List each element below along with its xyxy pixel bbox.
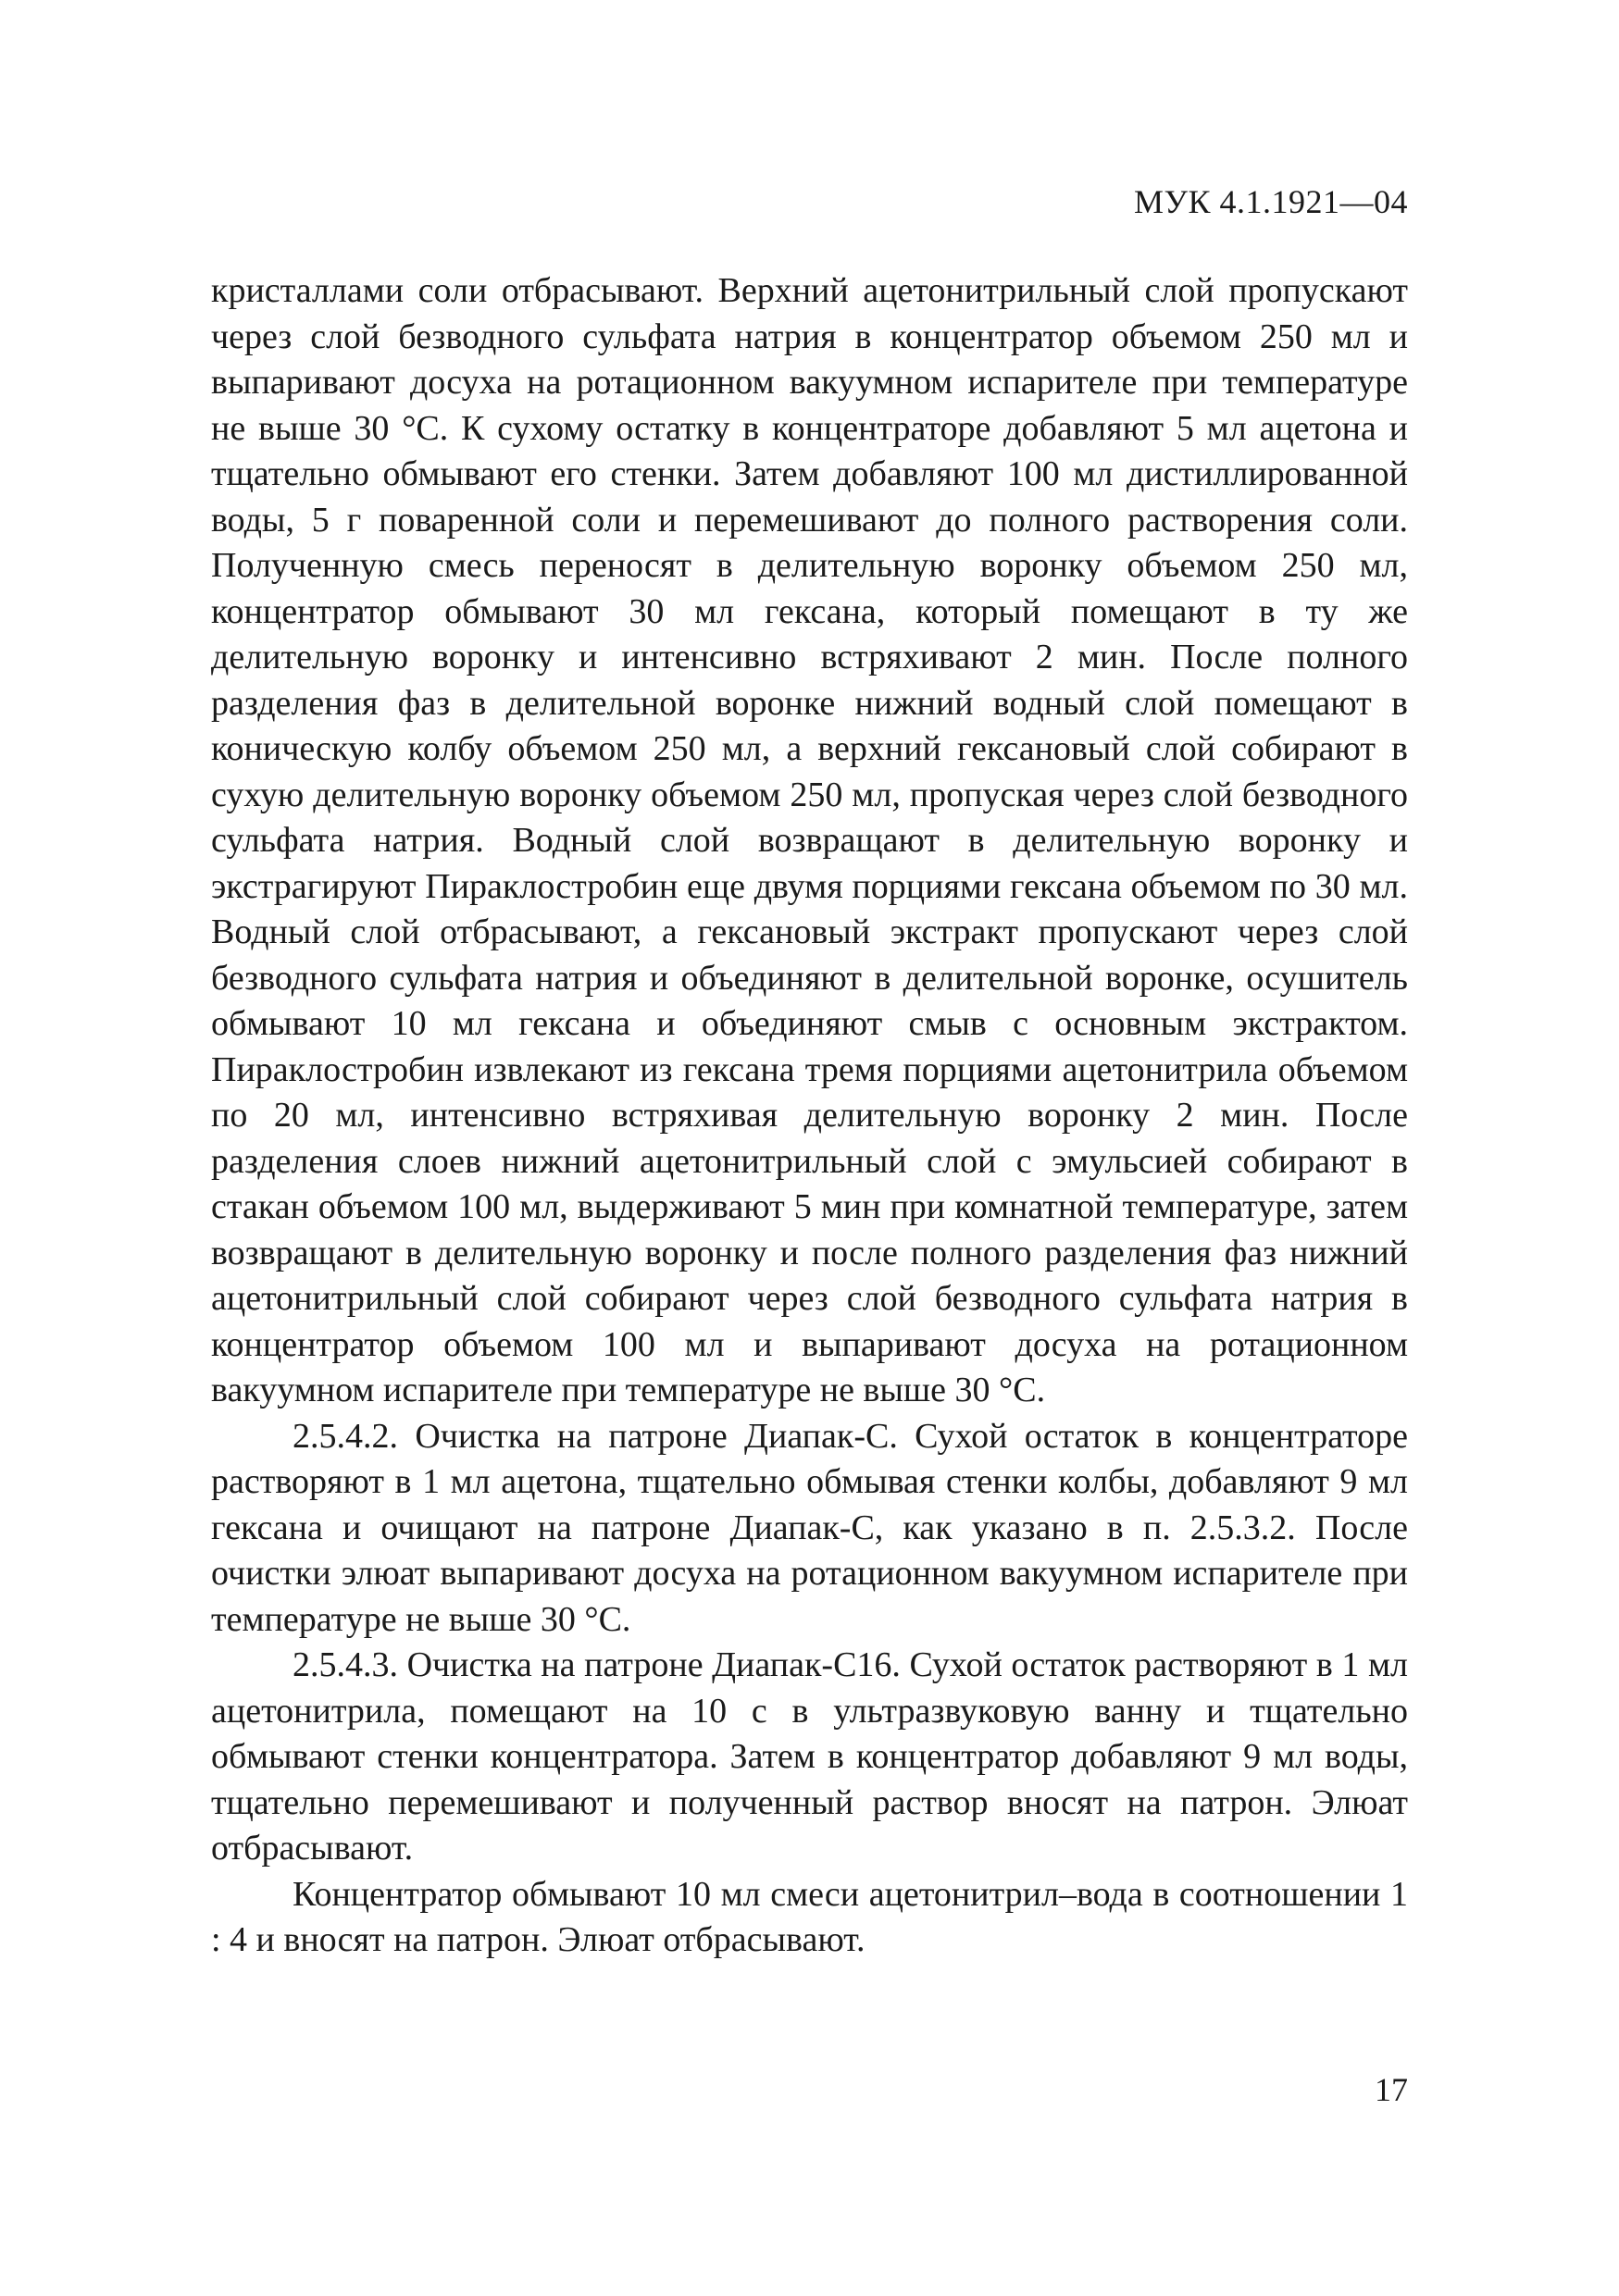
document-code-header: МУК 4.1.1921—04 [1133,183,1408,220]
paragraph-extraction-continuation: кристаллами соли отбрасывают. Верхний ацетонитрильный слой пропускают через слой безводного сульфата натрия в концентратор объемом 250 мл и выпаривают досуха на ротационном вакуумном испарителе при температуре не выше 30 °С. К сухому остатку в концентраторе добавляют 5 мл ацетона и тщательно обмывают его стенки. Затем добавляют 100 мл дистиллированной воды, 5 г поваренной соли и перемешивают до полного растворения соли. Полученную смесь переносят в делительную воронку объемом 250 мл, концентратор обмывают 30 мл гексана, который помещают в ту же делительную воронку и интенсивно встряхивают 2 мин. После полного разделения фаз в делительной воронке нижний водный слой помещают в коническую колбу объемом 250 мл, а верхний гексановый слой собирают в сухую делительную воронку объемом 250 мл, пропуская через слой безводного сульфата натрия. Водный слой возвращают в делительную воронку и экстрагируют Пираклостробин еще двумя порциями гексана объемом по 30 мл. Водный слой отбрасывают, а гексановый экстракт пропускают через слой безводного сульфата натрия и объединяют в делительной воронке, осушитель обмывают 10 мл гексана и объединяют смыв с основным экстрактом. Пираклостробин извлекают из гексана тремя порциями ацетонитрила объемом по 20 мл, интенсивно встряхивая делительную воронку 2 мин. После разделения слоев нижний ацетонитрильный слой с эмульсией собирают в стакан объемом 100 мл, выдерживают 5 мин при комнатной температуре, затем возвращают в делительную воронку и после полного разделения фаз нижний ацетонитрильный слой собирают через слой безводного сульфата натрия в концентратор объемом 100 мл и выпаривают досуха на ротационном вакуумном испарителе при температуре не выше 30 °С. [211,271,1408,1409]
paragraph-diapak-c-cleanup: 2.5.4.2. Очистка на патроне Диапак-С. Сухой остаток в концентраторе растворяют в 1 мл ацетона, тщательно обмывая стенки колбы, добавляют 9 мл гексана и очищают на патроне Диапак-С, как указано в п. 2.5.3.2. После очистки элюат выпаривают досуха на ротационном вакуумном испарителе при температуре не выше 30 °С. [211,1416,1408,1639]
document-body [211,268,1408,1964]
page-number: 17 [1375,2071,1408,2108]
paragraph-concentrator-rinse: Концентратор обмывают 10 мл смеси ацетонитрил–вода в соотношении 1 : 4 и вносят на патрон. Элюат отбрасывают. [211,1874,1408,1959]
paragraph-diapak-c16-cleanup: 2.5.4.3. Очистка на патроне Диапак-С16. Сухой остаток растворяют в 1 мл ацетонитрила, помещают на 10 с в ультразвуковую ванну и тщательно обмывают стенки концентратора. Затем в концентратор добавляют 9 мл воды, тщательно перемешивают и полученный раствор вносят на патрон. Элюат отбрасывают. [211,1645,1408,1868]
